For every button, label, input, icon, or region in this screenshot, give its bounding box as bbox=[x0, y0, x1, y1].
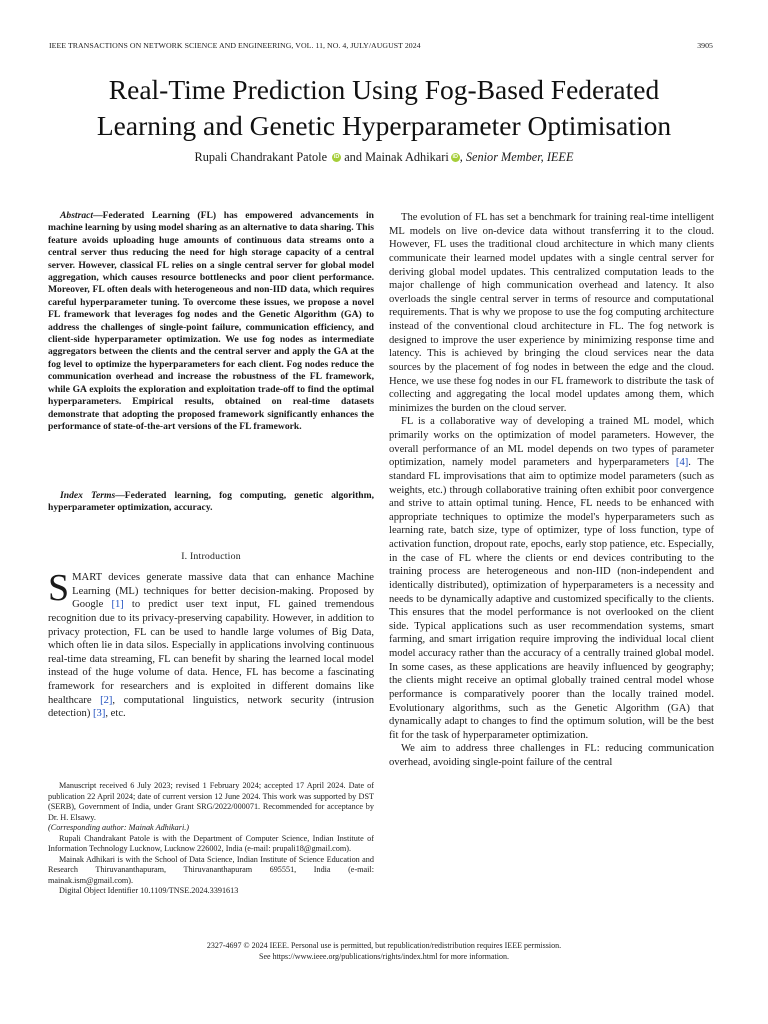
abstract bbox=[48, 210, 374, 433]
intro-text: devices generate massive data that can enhance Machine Learning (ML) techniques for better decision-making. Proposed by Google bbox=[72, 572, 374, 611]
index-terms-label: Index Terms bbox=[60, 490, 116, 501]
journal-name: IEEE TRANSACTIONS ON NETWORK SCIENCE AND ENGINEERING, VOL. 11, NO. 4, JULY/AUGUST 2024 bbox=[49, 41, 421, 50]
drop-cap: S bbox=[48, 567, 70, 609]
introduction-paragraph bbox=[48, 567, 374, 721]
author-2-affiliation: Mainak Adhikari is with the School of Data Science, Indian Institute of Science Education and Research Thiruvananthapuram, Thiruvananthapuram 695551, India (e-mail: mainak.ism@gmail.com). bbox=[48, 854, 374, 885]
author-connector: and bbox=[344, 150, 362, 164]
body-paragraph: We aim to address three challenges in FL: reducing communication overhead, avoiding single-point failure of the central bbox=[389, 743, 714, 768]
intro-text: , computational linguistics, network security (intrusion detection) bbox=[48, 694, 374, 720]
body-text: . The standard FL improvisations that aim to optimize model parameters (such as weights, etc.) through collaborative training often exhibit poor convergence and strive to attain optimal tuning. Hence, FL needs to be enhanced with appropriate techniques to optimize the model's hyperparameters such as learning rate, batch size, type of optimizer, type of loss function, type of activation function, dropout rate, epochs, early stop patience, etc. Especially, in the case of FL where the clients or end devices contributing to the training process are heterogeneous and non-IID (non-independent and identically distributed), optimization of hyperparameters is a necessity and needs to be dynamically adaptive and customized specifically to the clients. This ensures that the model performance is not overlooked on the client side. Typical applications such as user recommendation systems, smart farming, and smart irrigation require improving the individual local client model accuracy rather than the accuracy of a centrally trained global model. In some cases, as these applications are heavily influenced by geography; the clients might receive an optimal globally trained central model whose performance is comparatively poorer than the locally trained model. Evolutionary algorithms, such as the Genetic Algorithm (GA) that dynamically adapt to changes to find the optimum solution, will be the best fit for the task of hyperparameter optimization. bbox=[389, 457, 714, 741]
citation-link[interactable]: [1] bbox=[111, 599, 124, 611]
copyright-line: 2327-4697 © 2024 IEEE. Personal use is permitted, but republication/redistribution requires IEEE permission. bbox=[206, 941, 562, 950]
abstract-label: Abstract bbox=[60, 210, 94, 221]
body-text: FL is a collaborative way of developing a trained ML model, which primarily works on the optimization of model parameters. However, the overall performance of an ML model depends on two types of parameter optimization, namely model parameters and hyperparameters bbox=[389, 416, 714, 469]
title-line-2: Learning and Genetic Hyperparameter Optimisation bbox=[96, 110, 672, 141]
author-line bbox=[20, 150, 748, 165]
orcid-icon[interactable]: iD bbox=[452, 154, 458, 160]
body-paragraph: The evolution of FL has set a benchmark for training real-time intelligent ML models on live on-device data without transferring it to the cloud. However, FL uses the traditional cloud architecture in which many clients communicate their learned model updates with a single central server for deriving global model updates. This centralized computation leads to the major challenge of high communication overhead and latency. It also overloads the single central server in terms of resource and computational requirements. That is why we propose to use the fog computing architecture instead of the conventional cloud architecture in FL. The fog network is designed to improve the user experience by minimizing response time and latency. This is achieved by bringing the cloud services near the data sources by the placement of fog nodes in between the edge and the cloud. Hence, we use these fog nodes in our FL framework to distribute the task of collecting and aggregating the local model updates among them, which minimizes the burden on the cloud server. bbox=[389, 212, 714, 414]
citation-link[interactable]: [2] bbox=[100, 694, 113, 706]
section-heading-introduction: I. Introduction bbox=[181, 551, 241, 562]
author-1-affiliation: Rupali Chandrakant Patole is with the Department of Computer Science, Indian Institute of Information Technology Lucknow, Lucknow 226002, India (e-mail: prupali18@gmail.com). bbox=[48, 833, 374, 853]
footnotes bbox=[48, 781, 374, 897]
citation-link[interactable]: [4] bbox=[675, 457, 689, 469]
running-header bbox=[49, 41, 713, 50]
corresponding-author-note: (Corresponding author: Mainak Adhikari.) bbox=[48, 823, 189, 832]
index-terms-text: —Federated learning, fog computing, genetic algorithm, hyperparameter optimization, accuracy. bbox=[48, 490, 374, 514]
manuscript-note: Manuscript received 6 July 2023; revised 1 February 2024; accepted 17 April 2024. Date of publication 22 April 2024; date of current version 12 June 2024. This work was supported by DST (SERB), Government of India, under Grant SRG/2022/000071. Recommended for acceptance by Dr. H. Elsawy. bbox=[48, 781, 374, 822]
index-terms bbox=[48, 490, 374, 515]
author-2-name: Mainak Adhikari bbox=[365, 150, 449, 164]
author-2-membership: , Senior Member, IEEE bbox=[459, 150, 574, 164]
copyright-footer bbox=[20, 940, 748, 962]
paper-title bbox=[20, 72, 748, 144]
rights-link-line[interactable]: See https://www.ieee.org/publications/rights/index.html for more information. bbox=[259, 952, 509, 961]
abstract-text: —Federated Learning (FL) has empowered advancements in machine learning by using model sharing as an alternative to data sharing. This feature avoids uploading huge amounts of continuous data streams onto a central server thus reducing the need for high storage capacity of a central server. However, classical FL relies on a single central server for global model aggregation, which causes resource bottlenecks and poor client performance. Moreover, FL often deals with heterogeneous and non-IID data, which requires careful hyperparameter tuning. To overcome these issues, we propose a novel FL framework that leverages fog nodes and the Genetic Algorithm (GA) to address the challenges of single-point failure, communication efficiency, and client-side hyperparameter optimization. We use fog nodes as intermediate aggregators between the clients and the central server and apply the GA at the fog level to optimize the hyperparameters for each client. Fog nodes reduce the communication overhead and increase the robustness of the FL framework, while GA exploits the exploration and exploitation trade-off to find the optimal hyperparameters. Empirical results, obtained on real-time datasets demonstrate that adopting the proposed framework significantly enhances the performance of state-of-the-art versions of the FL framework. bbox=[48, 210, 374, 432]
body-paragraph bbox=[389, 415, 714, 742]
page-number: 3905 bbox=[697, 41, 713, 50]
orcid-icon[interactable]: iD bbox=[333, 154, 340, 160]
intro-text: to predict user text input, FL gained tremendous recognition due to its privacy-preserving capability. However, in addition to privacy protection, FL can be used to handle large volumes of Big Data, which often lie in data silos. Especially in applications involving continuous real-time data streaming, FL can benefit by sharing the learned local model instead of the huge volume of data. Hence, FL has become a fascinating framework for researchers and is exploited in different domains like healthcare bbox=[48, 599, 374, 706]
doi-line: Digital Object Identifier 10.1109/TNSE.2024.3391613 bbox=[59, 886, 239, 895]
title-line-1: Real-Time Prediction Using Fog-Based Federated bbox=[108, 74, 660, 105]
intro-lead-word: MART bbox=[72, 572, 102, 583]
right-column-body bbox=[389, 211, 714, 770]
author-1-name: Rupali Chandrakant Patole bbox=[194, 150, 328, 164]
citation-link[interactable]: [3] bbox=[93, 708, 106, 720]
intro-text: , etc. bbox=[105, 708, 126, 720]
